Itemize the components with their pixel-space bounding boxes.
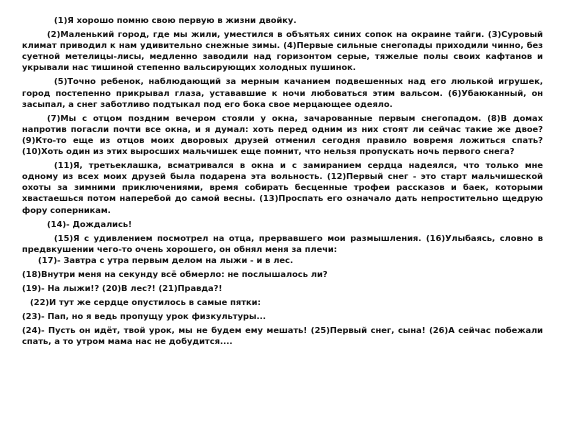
paragraph-8: (17)- Завтра с утра первым делом на лыжи - и в лес. [38, 254, 294, 265]
paragraph-10: (19)- На лыжи!? (20)В лес?! (21)Правда?! [22, 283, 223, 294]
paragraph-9: (18)Внутри меня на секунду всё обмерло: не послышалось ли? [22, 268, 328, 279]
paragraph-1: (1)Я хорошо помню свою первую в жизни двойку. [54, 15, 297, 25]
paragraph-11: (22)И тут же сердце опустилось в самые пятки: [30, 297, 261, 308]
paragraph-2: (2)Маленький город, где мы жили, уместился в объятьях синих сопок на окраине тайги. (3)Суровый климат приводил к нам удивительно снежные зимы. (4)Первые сильные снегопады приходили чинно, без суетной метелицы-лисы, медленно заводили над горизонтом серые, тяжелые полы своих кафтанов и укрывали нас тишиной степенно вальсирующих холодных пушинок. [22, 29, 543, 73]
paragraph-5: (11)Я, третьеклашка, всматривался в окна и с замиранием сердца надеялся, что только мне одному из всех моих друзей была подарена эта вольность. (12)Первый снег - это старт мальчишеской охоты за зимними приключениями, время собирать бесценные трофеи рассказов и баек, которыми хвастаешься потом наперебой до самой весны. (13)Проспать его означало дать непростительно щедрую фору соперникам. [22, 160, 543, 215]
paragraph-4: (7)Мы с отцом поздним вечером стояли у окна, зачарованные первым снегопадом. (8)В домах напротив погасли почти все окна, и я думал: хоть перед одним из них стоят ли сейчас такие же двое? (9)Кто-то еще из отцов моих дворовых друзей отменил сегодня правило вовремя ложиться спать? (10)Хоть один из этих выросших мальчишек еще помнит, что нельзя пропускать ночь первого снега? [22, 112, 543, 157]
paragraph-6: (14)- Дождались! [47, 218, 132, 229]
paragraph-3: (5)Точно ребенок, наблюдающий за мерным качанием подвешенных над его люлькой игрушек, город постепенно прикрывал глаза, устававшие к ночи любоваться этим вальсом. (6)Убаюканный, он засыпал, а снег заботливо подтыкал под его бока свое мерцающее одеяло. [22, 76, 543, 109]
paragraph-7: (15)Я с удивлением посмотрел на отца, прервавшего мои размышления. (16)Улыбаясь, словно в предвкушении чего-то очень хорошего, он обнял меня за плечи: [22, 232, 543, 254]
paragraph-12: (23)- Пап, но я ведь пропущу урок физкультуры... [22, 311, 266, 322]
paragraph-13: (24)- Пусть он идёт, твой урок, мы не будем ему мешать! (25)Первый снег, сына! (26)А сейчас побежали спать, а то утром мама нас не добудится.... [22, 325, 543, 347]
